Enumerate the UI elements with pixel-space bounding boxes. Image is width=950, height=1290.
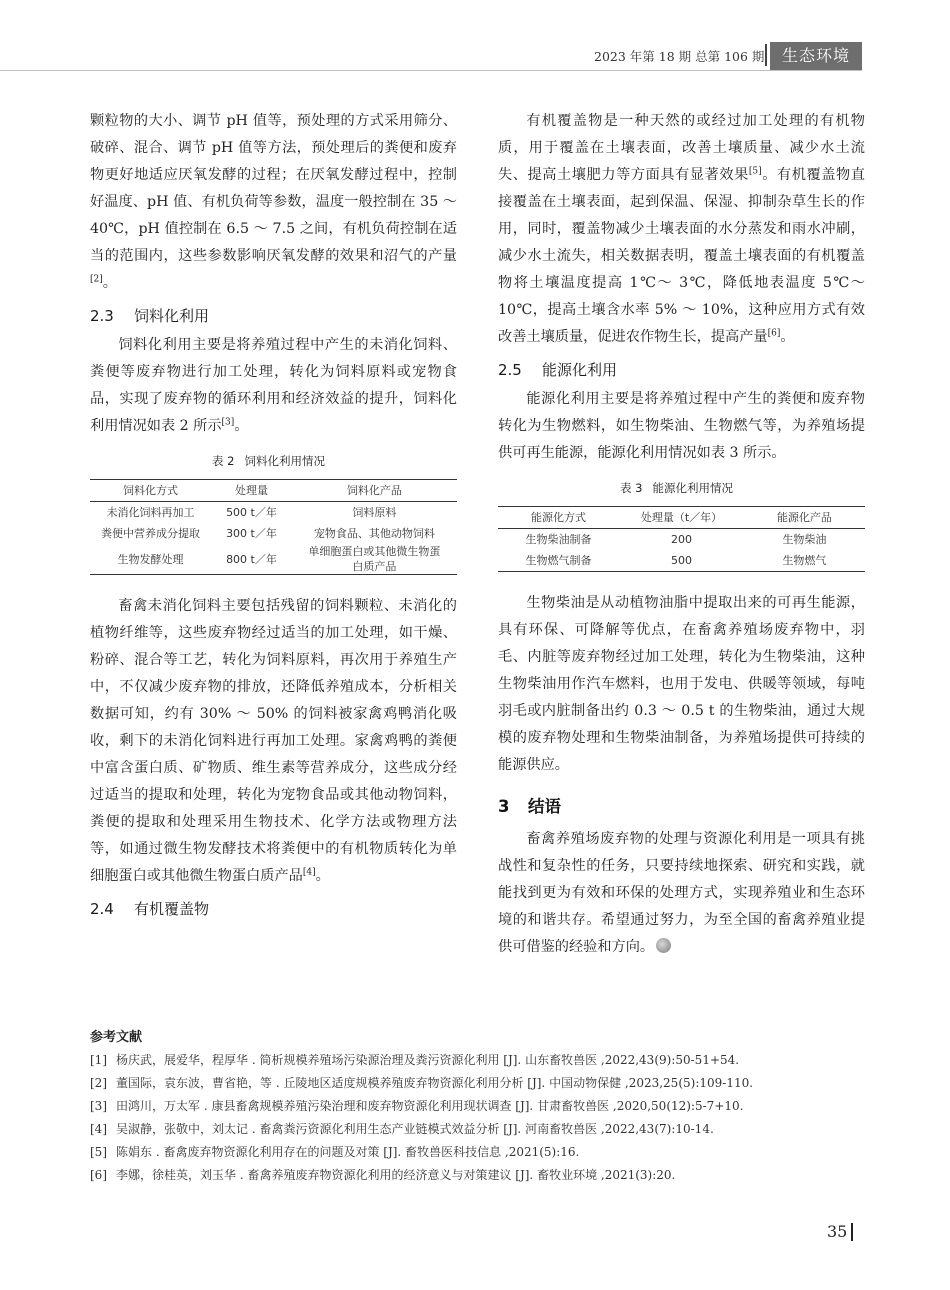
table-cell: 生物柴油制备: [525, 533, 592, 546]
table-row: [90, 544, 457, 575]
header-rule: [0, 70, 862, 71]
table-cell: 未消化饲料再加工: [106, 506, 195, 519]
paragraph: 有机覆盖物是一种天然的或经过加工处理的有机物质，用于覆盖在土壤表面，改善土壤质量、减少水土流失、提高土壤肥力等方面具有显著效果[5]。有机覆盖物直接覆盖在土壤表面，起到保温、保湿、抑制杂草生长的作用，同时，覆盖物减少土壤表面的水分蒸发和雨水冲刷，减少水土流失，相关数据表明，覆盖土壤表面的有机覆盖物将土壤温度提高 1℃～ 3℃，降低地表温度 5℃～ 10℃，提高土壤含水率 5% ～ 10%，这种应用方式有效改善土壤质量，促进农作物生长，提高产量[6]。: [498, 113, 865, 345]
section-heading-2-5: 2.5 能源化利用: [498, 361, 618, 379]
column-header: 处理量: [234, 484, 268, 497]
table-header-row: [90, 480, 457, 502]
table-cell: 生物燃气: [782, 554, 827, 567]
reference-item: [3] 田鸿川，万太军 . 康县畜禽规模养殖污染治理和废弃物资源化利用现状调查 [J]. 甘肃畜牧兽医 ,2020,50(12):5-7+10.: [90, 1099, 744, 1113]
paragraph: 畜禽养殖场废弃物的处理与资源化利用是一项具有挑战性和复杂性的任务，只要持续地探索、研究和实践，就能找到更为有效和环保的处理方式，实现养殖业和生态环境的和谐共存。希望通过努力，为至全国的畜禽养殖业提供可借鉴的经验和方向。: [498, 831, 865, 955]
section-heading-3: 3 结语: [498, 797, 561, 816]
paragraph: 生物柴油是从动植物油脂中提取出来的可再生能源，具有环保、可降解等优点，在畜禽养殖场废弃物中，羽毛、内脏等废弃物经过加工处理，转化为生物柴油，这种生物柴油用作汽车燃料，也用于发电、供暖等领域，每吨羽毛或内脏制备出约 0.3 ～ 0.5 t 的生物柴油，通过大规模的废弃物处理和生物柴油制备，为养殖场提供可持续的能源供应。: [498, 595, 865, 773]
table-cell: 300 t／年: [226, 527, 277, 540]
references: [90, 1026, 870, 1189]
column-header: 饲料化方式: [123, 484, 179, 497]
page-number: 35: [827, 1222, 848, 1241]
end-mark-icon: [656, 938, 671, 953]
reference-item: [4] 吴淑静，张敬中，刘太记 . 畜禽粪污资源化利用生态产业链模式效益分析 [J]. 河南畜牧兽医 ,2022,43(7):10-14.: [90, 1122, 714, 1136]
citation: [4]: [302, 867, 316, 878]
data-table: [498, 506, 865, 572]
table-cell: 生物燃气制备: [525, 554, 592, 567]
table-header-row: [498, 507, 865, 529]
table-cell: 500: [670, 554, 692, 567]
section-heading-2-4: 2.4 有机覆盖物: [90, 900, 210, 918]
citation: [2]: [90, 274, 103, 285]
table-2: [90, 448, 457, 575]
column-header: 处理量（t／年）: [640, 511, 723, 524]
reference-item: [6] 李娜，徐桂英，刘玉华 . 畜禽养殖废弃物资源化利用的经济意义与对策建议 [J]. 畜牧业环境 ,2021(3):20.: [90, 1168, 676, 1182]
paragraph: 畜禽未消化饲料主要包括残留的饲料颗粒、未消化的植物纤维等，这些废弃物经过适当的加工处理，如干燥、粉碎、混合等工艺，转化为饲料原料，再次用于养殖生产中，不仅减少废弃物的排放，还降低养殖成本，分析相关数据可知，约有 30% ～ 50% 的饲料被家禽鸡鸭消化吸收，剩下的未消化饲料进行再加工处理。家禽鸡鸭的粪便中富含蛋白质、矿物质、维生素等营养成分，这些成分经过适当的提取和处理，转化为宠物食品或其他动物饲料，粪便的提取和处理采用生物技术、化学方法或物理方法等，如通过微生物发酵技术将粪便中的有机物质转化为单细胞蛋白或其他微生物蛋白质产品[4]。: [90, 598, 457, 884]
page-number-bar: [851, 1223, 853, 1241]
table-cell: 粪便中营养成分提取: [101, 527, 201, 540]
table-row: [90, 502, 457, 524]
table-3: [498, 475, 865, 572]
section-heading-2-3: 2.3 饲料化利用: [90, 307, 210, 325]
section-badge: 生态环境: [770, 42, 862, 70]
paragraph: 能源化利用主要是将养殖过程中产生的粪便和废弃物转化为生物燃料，如生物柴油、生物燃气等，为养殖场提供可再生能源，能源化利用情况如表 3 所示。: [498, 391, 865, 461]
citation: [5]: [748, 166, 762, 177]
issue-info: 2023 年第 18 期 总第 106 期: [594, 49, 765, 64]
column-header: 饲料化产品: [346, 484, 402, 497]
table-row: [90, 523, 457, 544]
paragraph: 饲料化利用主要是将养殖过程中产生的未消化饲料、粪便等废弃物进行加工处理，转化为饲料原料或宠物食品，实现了废弃物的循环利用和经济效益的提升，饲料化利用情况如表 2 所示[3]。: [90, 337, 457, 434]
reference-item: [1] 杨庆武，展爱华，程厚华 . 简析规模养殖场污染源治理及粪污资源化利用 [J]. 山东畜牧兽医 ,2022,43(9):50-51+54.: [90, 1053, 740, 1067]
citation: [6]: [767, 328, 781, 339]
table-cell: 生物柴油: [782, 533, 827, 546]
citation: [3]: [221, 417, 235, 428]
reference-item: [5] 陈娟东 . 畜禽废弃物资源化利用存在的问题及对策 [J]. 畜牧兽医科技信息 ,2021(5):16.: [90, 1145, 580, 1159]
table-caption: 表 3 能源化利用情况: [620, 481, 733, 495]
table-cell: 单细胞蛋白或其他微生物蛋白质产品: [308, 545, 441, 573]
data-table: [90, 479, 457, 575]
references-title: 参考文献: [90, 1030, 143, 1045]
header-separator: [765, 44, 767, 66]
column-header: 能源化方式: [531, 511, 587, 524]
paragraph: 颗粒物的大小、调节 pH 值等，预处理的方式采用筛分、破碎、混合、调节 pH 值等方法，预处理后的粪便和废弃物更好地适应厌氧发酵的过程；在厌氧发酵过程中，控制好温度、pH 值、有机负荷等参数，温度一般控制在 35 ～ 40℃，pH 值控制在 6.5 ～ 7.5 之间，有机负荷控制在适当的范围内，这些参数影响厌氧发酵的效果和沼气的产量[2]。: [90, 113, 457, 291]
column-header: 能源化产品: [776, 511, 832, 524]
table-row: [498, 529, 865, 551]
right-column: [498, 108, 865, 967]
table-cell: 500 t／年: [226, 506, 277, 519]
table-caption: 表 2 饲料化利用情况: [212, 454, 325, 468]
table-cell: 饲料原料: [352, 506, 397, 519]
table-cell: 200: [670, 533, 692, 546]
left-column: [90, 108, 457, 925]
table-row: [498, 550, 865, 572]
reference-item: [2] 董国际，袁东波，曹省艳，等 . 丘陵地区适度规模养殖废弃物资源化利用分析 [J]. 中国动物保健 ,2023,25(5):109-110.: [90, 1076, 754, 1090]
table-cell: 宠物食品、其他动物饲料: [313, 527, 435, 540]
table-cell: 800 t／年: [226, 552, 277, 566]
table-cell: 生物发酵处理: [117, 552, 184, 566]
